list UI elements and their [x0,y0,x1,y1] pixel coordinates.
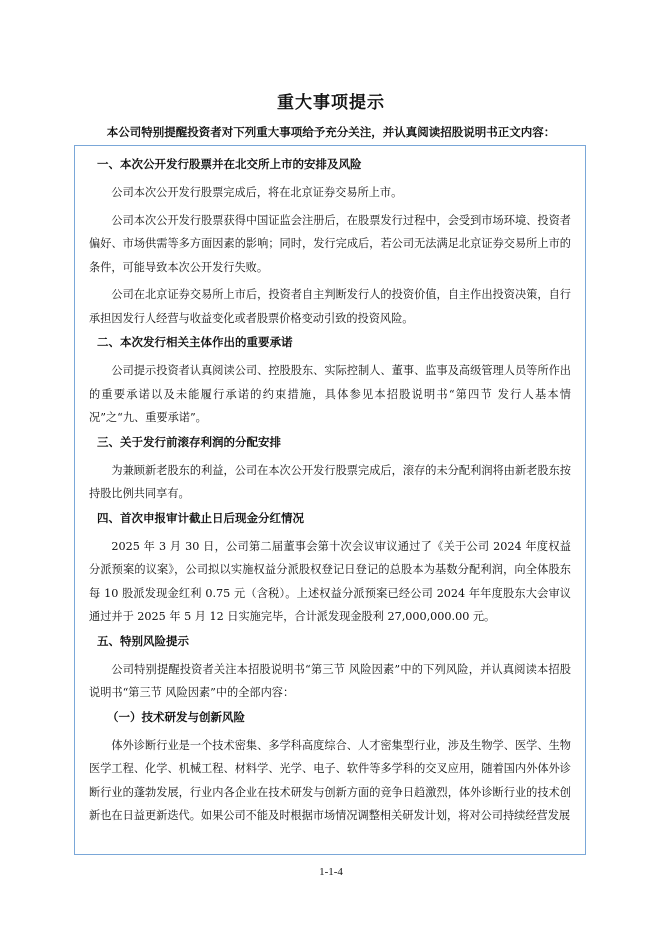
section-heading-5: 五、特别风险提示 [97,633,189,648]
paragraph: 公司本次公开发行股票获得中国证监会注册后，在股票发行过程中，会受到市场环境、投资者偏好、市场供需等多方面因素的影响；同时，发行完成后，若公司无法满足北京证券交易所上市的条件，可能导致本次公开发行失败。 [89,213,571,274]
paragraph: 公司在北京证券交易所上市后，投资者自主判断发行人的投资价值，自主作出投资决策，自行承担因发行人经营与收益变化或者股票价格变动引致的投资风险。 [89,288,571,325]
paragraph: 体外诊断行业是一个技术密集、多学科高度综合、人才密集型行业，涉及生物学、医学、生物医学工程、化学、机械工程、材料学、光学、电子、软件等多学科的交叉应用，随着国内外体外诊断行业的蓬勃发展，行业内各企业在技术研发与创新方面的竞争日趋激烈，体外诊断行业的技术创新也在日益更新迭代。如果公司不能及时根据市场情况调整相关研发计划，将对公司持续经营发展 [89,738,571,822]
page-number: 1-1-4 [319,866,343,878]
page-title: 重大事项提示 [277,93,385,113]
paragraph: 2025 年 3 月 30 日，公司第二届董事会第十次会议审议通过了《关于公司 2024 年度权益分派预案的议案》，公司拟以实施权益分派股权登记日登记的总股本为基数分配利润，向全体股东每 10 股派发现金红利 0.75 元（含税）。上述权益分派预案已经公司 2024 年年度股东大会审议通过并于 2025 年 5 月 12 日实施完毕，合计派发现金股利 27,000,000.00 元。 [89,539,571,623]
section-heading-1: 一、本次公开发行股票并在北交所上市的安排及风险 [97,157,362,171]
paragraph: 公司本次公开发行股票完成后，将在北京证券交易所上市。 [111,186,403,199]
paragraph: 公司提示投资者认真阅读公司、控股股东、实际控制人、董事、监事及高级管理人员等所作出的重要承诺以及未能履行承诺的约束措施，具体参见本招股说明书“第四节 发行人基本情况”之“九、重要承诺”。 [89,364,571,424]
section-heading-3: 三、关于发行前滚存利润的分配安排 [97,434,281,449]
page-subtitle: 本公司特别提醒投资者对下列重大事项给予充分关注，并认真阅读招股说明书正文内容： [106,125,556,139]
notice-box [74,145,586,855]
paragraph: 公司特别提醒投资者关注本招股说明书“第三节 风险因素”中的下列风险，并认真阅读本招股说明书“第三节 风险因素”中的全部内容： [89,662,571,699]
paragraph: 为兼顾新老股东的利益，公司在本次公开发行股票完成后，滚存的未分配利润将由新老股东按持股比例共同享有。 [89,463,571,500]
subsection-heading-1: （一）技术研发与创新风险 [107,709,245,724]
section-heading-4: 四、首次申报审计截止日后现金分红情况 [97,510,304,525]
section-heading-2: 二、本次发行相关主体作出的重要承诺 [97,335,293,349]
